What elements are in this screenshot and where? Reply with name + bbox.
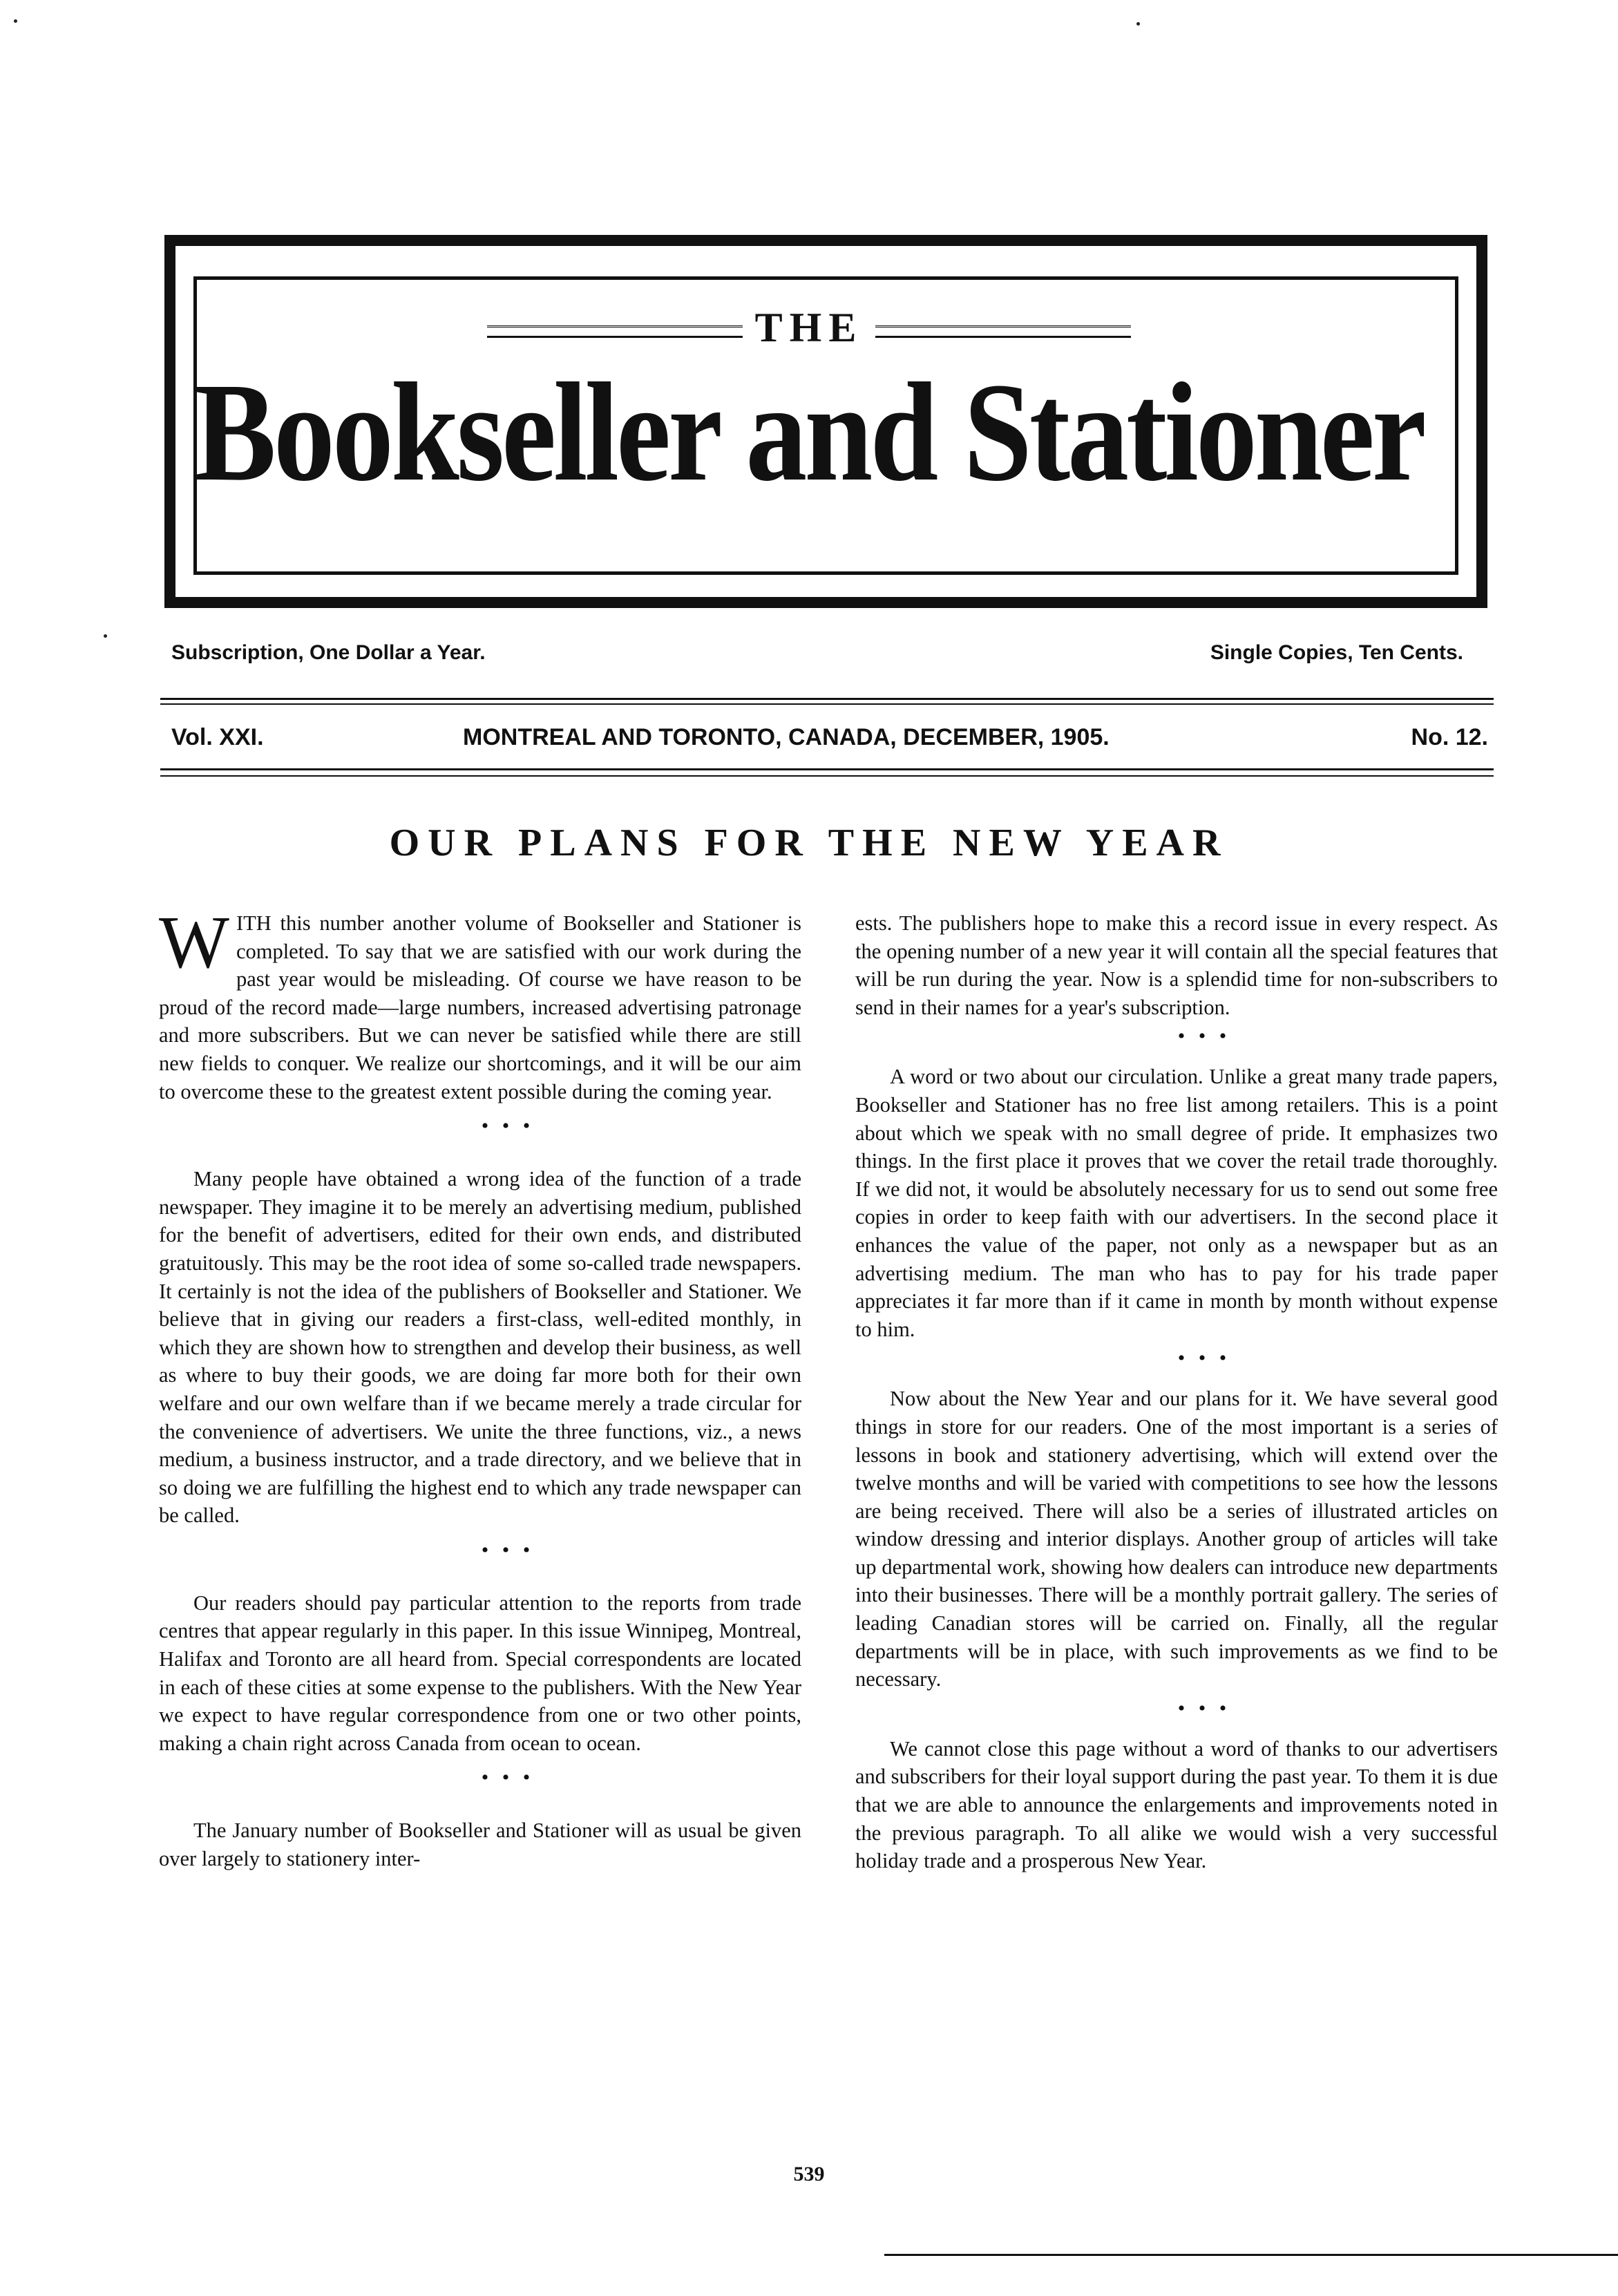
paragraph-1-text: ITH this number another volume of Bookseller and Stationer is completed. To say that we are satisfied with our work during the past year would be misleading. Of course we have reason to be proud of the record made—large numbers, increased advertising patronage and more subscribers. But we can never be satisfied while there are still new fields to conquer. We realize our shortcomings, and it will be our aim to overcome these to the greatest extent possible during the coming year.	[159, 911, 801, 1103]
rule-top-1	[160, 698, 1494, 700]
masthead-the-label: THE	[754, 305, 864, 350]
paragraph-2: Many people have obtained a wrong idea of the function of a trade newspaper. They imagine it to be merely an advertising medium, published for the benefit of advertisers, edited for their own ends, and distributed gratuitously. This may be the root idea of some so-called trade newspapers. It certainly is not the idea of the publishers of Bookseller and Stationer. We believe that in giving our readers a first-class, well-edited monthly, in which they are shown how to strengthen and develop their business, as well as where to buy their goods, we are doing far more both for their own welfare and our own welfare than if we became merely a trade circular for the convenience of advertisers. We unite the three functions, viz., a news medium, a business instructor, and a trade directory, and we believe that in so doing we are fulfilling the highest end to which any trade newspaper can be called.	[159, 1167, 801, 1528]
scan-speck	[104, 634, 107, 638]
masthead-the	[0, 304, 1618, 352]
masthead-right-rule	[875, 325, 1131, 338]
paragraph-6: A word or two about our circulation. Unlike a great many trade papers, Bookseller and Stationer has no free list among retailers. This is a point about which we speak with no small degree of pride. It emphasizes two things. In the first place it proves that we cover the retail trade thoroughly. If we did not, it would be absolutely necessary for us to send out some free copies in order to keep faith with our advertisers. In the second place it enhances the value of the paper, not only as a newspaper but as an advertising medium. The man who has to pay for his trade paper appreciates it far more than if it came in month by month without expense to him.	[855, 1065, 1498, 1341]
masthead-left-rule	[487, 325, 743, 338]
article-headline: OUR PLANS FOR THE NEW YEAR	[389, 822, 1229, 864]
drop-cap: W	[159, 902, 229, 984]
volume-label: Vol. XXI.	[171, 724, 264, 750]
masthead-title: Bookseller and Stationer	[194, 353, 1424, 511]
place-date-label: MONTREAL AND TORONTO, CANADA, DECEMBER, 1905.	[463, 724, 1110, 750]
ornament-2: • • •	[481, 1538, 535, 1562]
ornament-5: • • •	[1177, 1347, 1231, 1370]
number-label: No. 12.	[1411, 724, 1488, 750]
column-left	[159, 902, 801, 1873]
paragraph-1	[159, 902, 801, 1106]
page-number: 539	[793, 2163, 825, 2185]
column-right	[855, 909, 1498, 1875]
ornament-3: • • •	[481, 1766, 535, 1790]
subscription-note: Subscription, One Dollar a Year.	[171, 641, 486, 664]
footer-rule	[884, 2254, 1618, 2256]
paragraph-7: Now about the New Year and our plans for it. We have several good things in store for our readers. One of the most important is a series of lessons in book and stationery advertising, which will extend over the twelve months and will be varied with competitions to see how the lessons are being received. There will also be a series of illustrated articles on window dressing and interior displays. Another group of articles will take up departmental work, showing how dealers can introduce new departments into their businesses. There will be a monthly portrait gallery. The series of leading Canadian stores will be carried on. Finally, all the regular departments will be in place, with such improvements as we find to be necessary.	[855, 1387, 1498, 1691]
rule-bottom-1	[160, 768, 1494, 770]
paragraph-3: Our readers should pay particular attention to the reports from trade centres that appear regularly in this paper. In this issue Winnipeg, Montreal, Halifax and Toronto are all heard from. Special correspondents are located in each of these cities at some expense to the publishers. With the New Year we expect to have regular correspondence from one or two other points, making a chain right across Canada from ocean to ocean.	[159, 1591, 801, 1755]
paragraph-8: We cannot close this page without a word of thanks to our advertisers and subscribers for their loyal support during the past year. To them it is due that we are able to announce the enlargements and improvements noted in the previous paragraph. To all alike we would wish a very successful holiday trade and a prosperous New Year.	[855, 1736, 1498, 1873]
scan-speck	[1136, 22, 1140, 26]
ornament-6: • • •	[1177, 1696, 1231, 1720]
paragraph-4: The January number of Bookseller and Stationer will as usual be given over largely to stationery inter-	[159, 1819, 801, 1871]
ornament-1: • • •	[481, 1114, 535, 1138]
single-copy-note: Single Copies, Ten Cents.	[1210, 641, 1463, 664]
paragraph-5: ests. The publishers hope to make this a record issue in every respect. As the opening number of a new year it will contain all the special features that will be run during the year. Now is a splendid time for non-subscribers to send in their names for a year's subscription.	[855, 911, 1498, 1019]
scan-speck	[14, 19, 17, 23]
rule-bottom-2	[160, 775, 1494, 777]
rule-top-2	[160, 703, 1494, 705]
ornament-4: • • •	[1177, 1025, 1231, 1048]
